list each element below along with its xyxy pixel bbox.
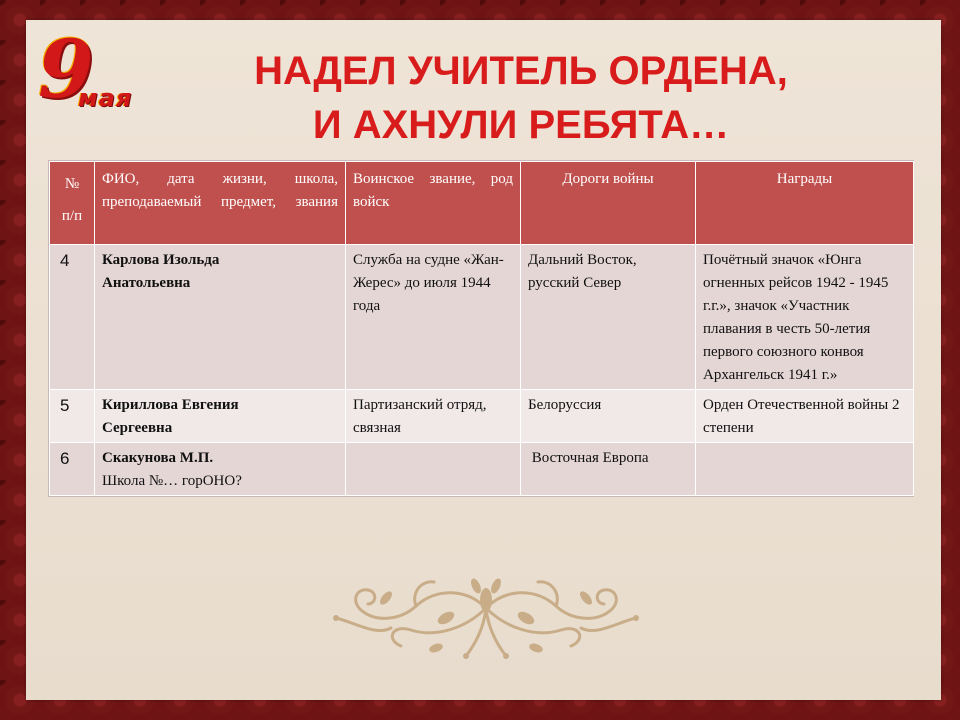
- cell-num: 6: [50, 443, 95, 496]
- cell-awards: [696, 443, 914, 496]
- teachers-table: [48, 160, 914, 497]
- header-fio: ФИО, дата жизни, школа, преподаваемый предмет, звания: [95, 162, 346, 245]
- cell-rank: Служба на судне «Жан-Жерес» до июля 1944 года: [346, 245, 521, 390]
- title-line-2: И АХНУЛИ РЕБЯТА…: [312, 103, 730, 147]
- cell-roads: Восточная Европа: [521, 443, 696, 496]
- table-header-row: [50, 162, 914, 245]
- name-line-2: Школа №… горОНО?: [102, 473, 242, 489]
- header-roads: Дороги войны: [521, 162, 696, 245]
- cell-num: 4: [50, 245, 95, 390]
- name-line-1: Карлова Изольда: [102, 252, 220, 268]
- header-rank: Воинское звание, род войск: [346, 162, 521, 245]
- name-line-2: Сергеевна: [102, 420, 173, 436]
- floral-flourish-ornament-icon: [316, 568, 656, 668]
- header-num-line2: п/п: [61, 208, 83, 224]
- cell-num: 5: [50, 390, 95, 443]
- slide: [26, 20, 941, 700]
- cell-roads: Белоруссия: [521, 390, 696, 443]
- logo-word: мая: [78, 84, 133, 112]
- cell-name: [95, 390, 346, 443]
- cell-name: [95, 245, 346, 390]
- name-line-2: Анатольевна: [102, 275, 191, 291]
- header-awards: Награды: [696, 162, 914, 245]
- table-row: [50, 245, 914, 390]
- may-9-logo: [38, 22, 168, 122]
- header-num: [50, 162, 95, 245]
- title-line-1: НАДЕЛ УЧИТЕЛЬ ОРДЕНА,: [254, 49, 788, 93]
- cell-awards: Почётный значок «Юнга огненных рейсов 1942 - 1945 г.г.», значок «Участник плавания в честь 50-летия первого союзного конвоя Архангельск 1941 г.»: [696, 245, 914, 390]
- logo-number: 9: [38, 22, 94, 116]
- table-row: [50, 390, 914, 443]
- cell-rank: Партизанский отряд, связная: [346, 390, 521, 443]
- name-line-1: Скакунова М.П.: [102, 450, 214, 466]
- cell-name: [95, 443, 346, 496]
- header-num-line1: №: [64, 176, 80, 192]
- table-row: [50, 443, 914, 496]
- cell-awards: Орден Отечественной войны 2 степени: [696, 390, 914, 443]
- cell-roads: Дальний Восток, русский Север: [521, 245, 696, 390]
- name-line-1: Кириллова Евгения: [102, 397, 239, 413]
- slide-title: [176, 44, 866, 152]
- cell-rank: [346, 443, 521, 496]
